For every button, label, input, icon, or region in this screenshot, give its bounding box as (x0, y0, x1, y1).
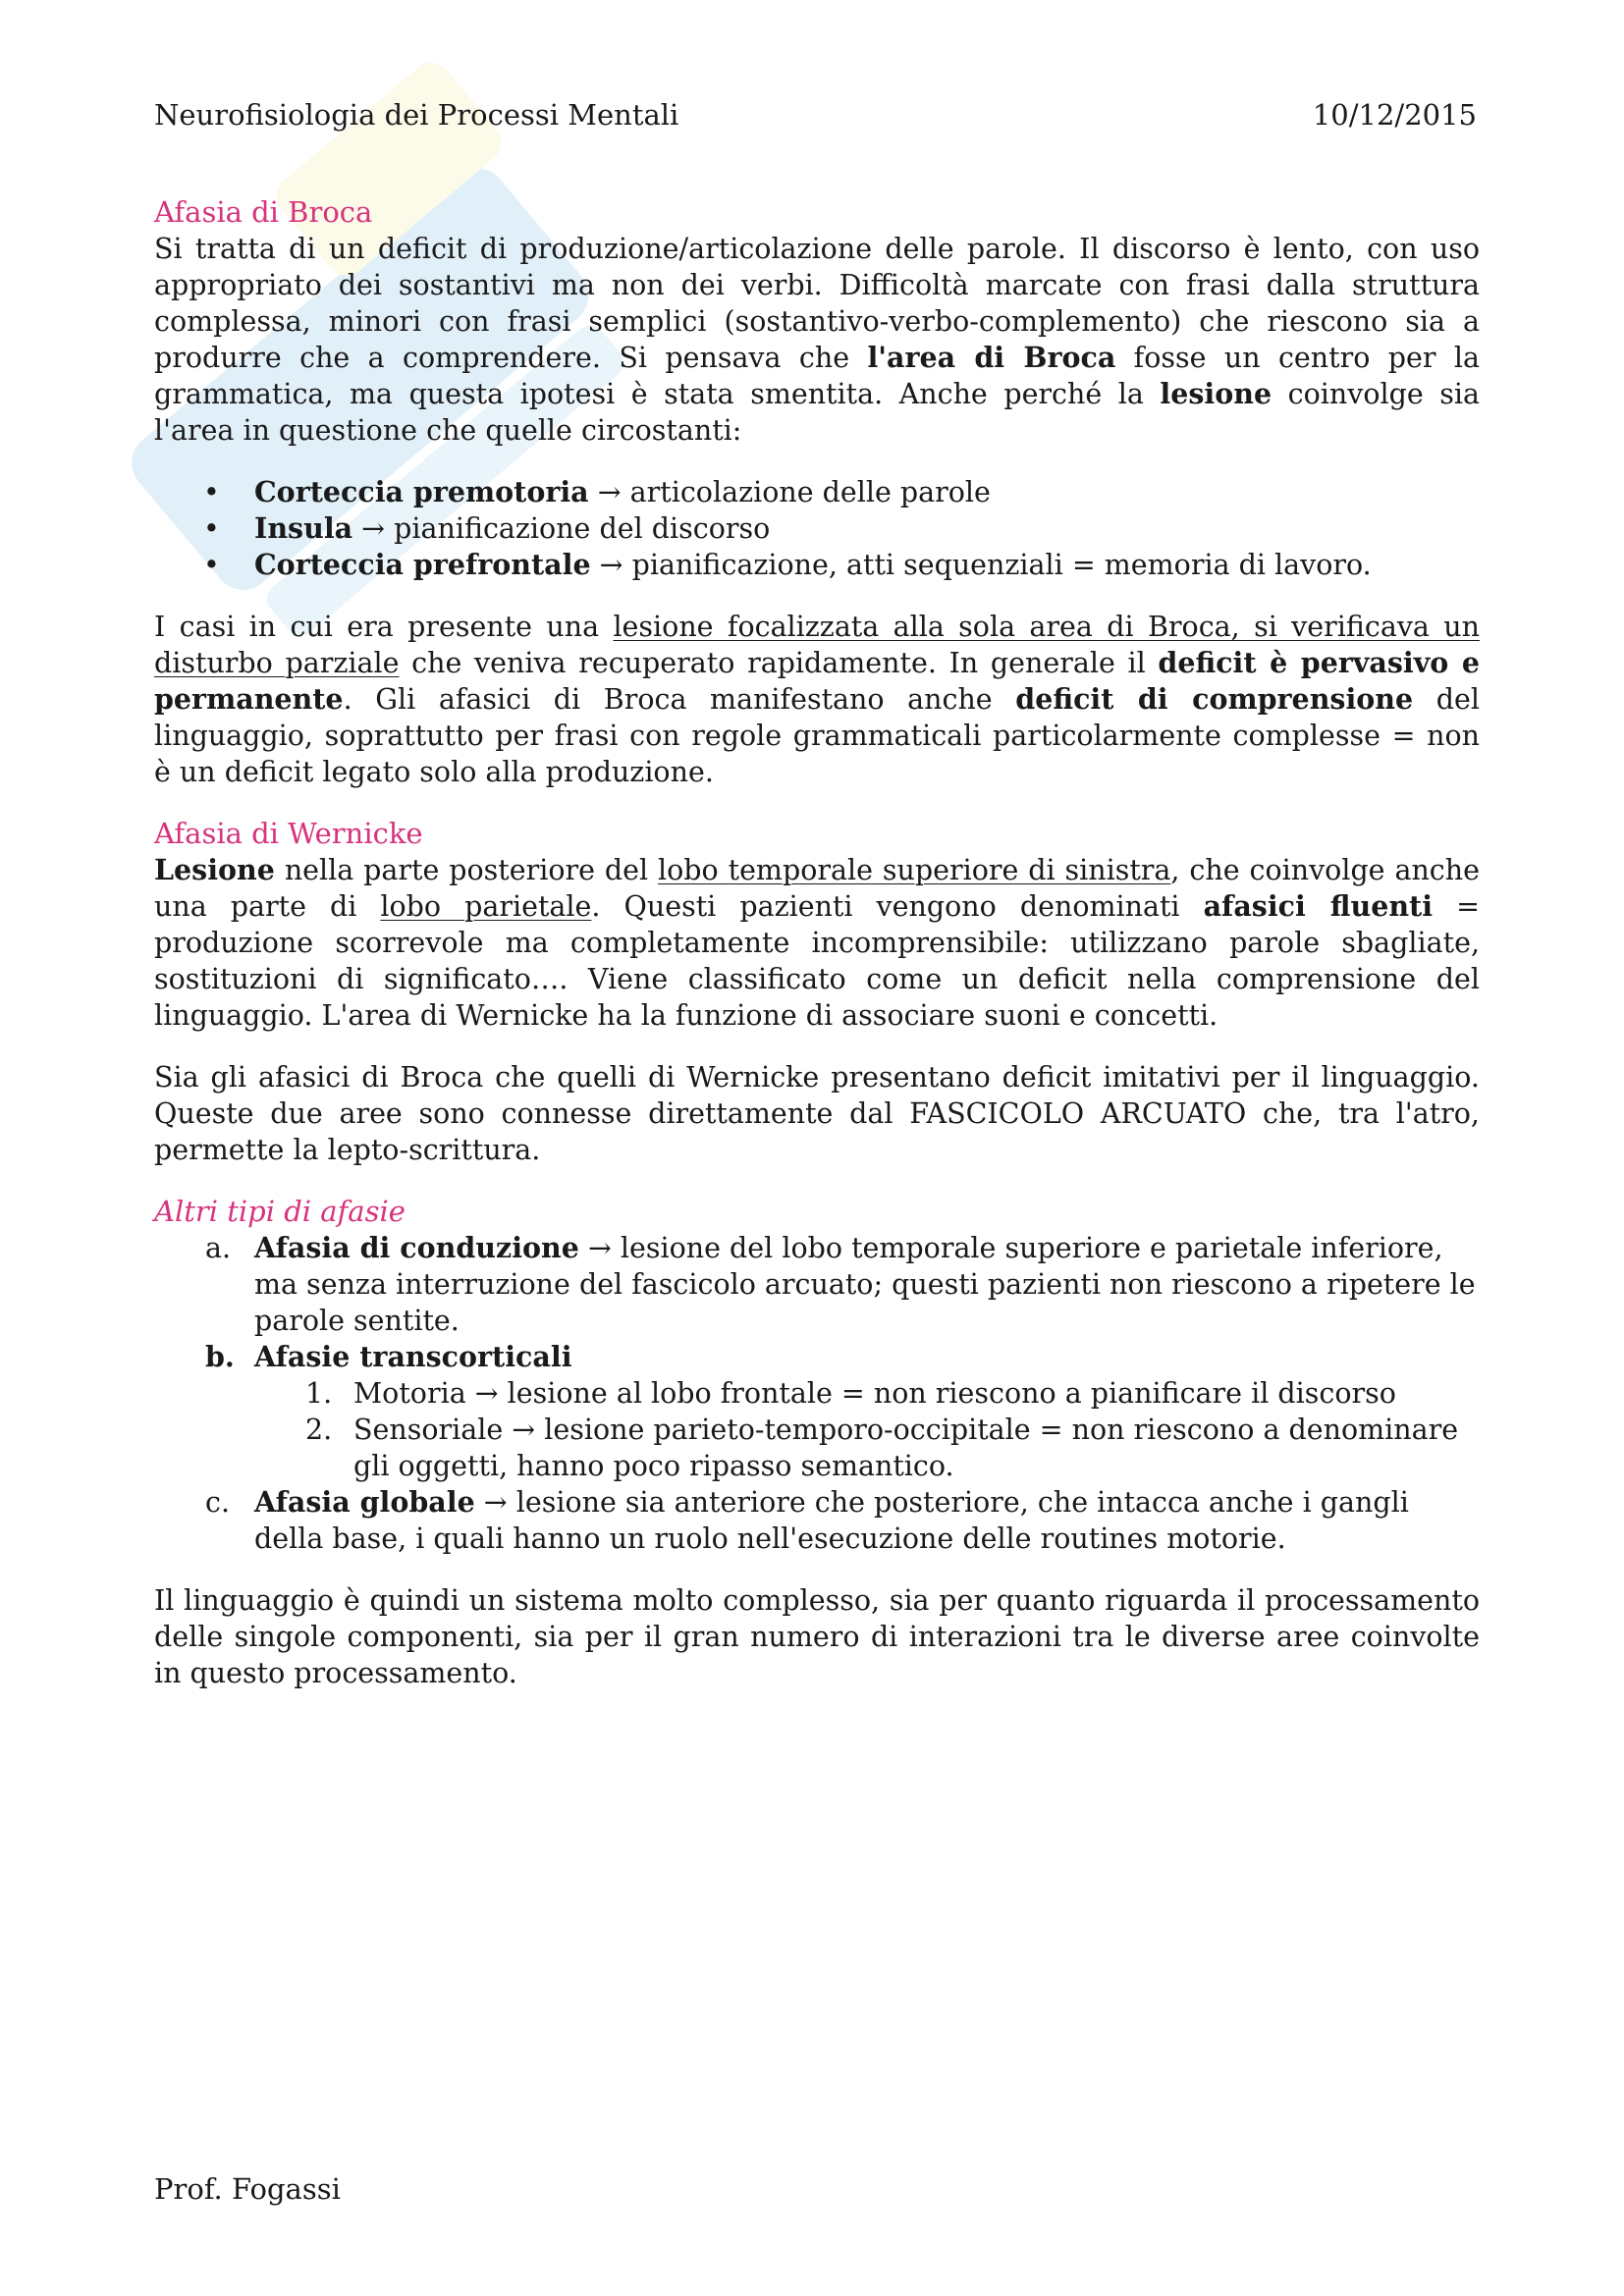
bullet-term: Corteccia premotoria (254, 475, 589, 508)
list-item (254, 1412, 1480, 1484)
list-item (154, 1484, 1480, 1557)
list-marker: c. (205, 1486, 231, 1519)
list-marker: 1. (305, 1377, 333, 1410)
heading-wernicke: Afasia di Wernicke (154, 817, 423, 850)
wernicke-paragraph (154, 852, 1480, 1034)
afasia-globale-desc: → lesione sia anteriore che posteriore, che intacca anche i gangli della base, i quali hanno un ruolo nell'esecuzione delle routines motorie. (254, 1486, 1409, 1555)
footer-professor: Prof. Fogassi (154, 2172, 341, 2206)
broca-areas-list (154, 474, 1480, 583)
wernicke-bold-lesione: Lesione (154, 853, 275, 886)
broca-term-lesione: lesione (1160, 377, 1272, 410)
wernicke-underlined-2: lobo parietale (380, 890, 592, 923)
broca-intro-text-d: coinvolge sia l'area in questione che quelle circostanti: (154, 378, 1480, 447)
bullet-term: Insula (254, 511, 353, 545)
bullet-desc: → pianificazione, atti sequenziali = memoria di lavoro. (590, 549, 1372, 581)
comparison-paragraph: Sia gli afasici di Broca che quelli di Wernicke presentano deficit imitativi per il linguaggio. Queste due aree sono connesse direttamente dal FASCICOLO ARCUATO che, tra l'atro, permette la lepto-scrittura. (154, 1061, 1480, 1166)
broca-intro-text-c: fosse un centro per la grammatica, ma questa ipotesi è stata smentita. Anche perché la (154, 342, 1480, 410)
broca-p2-bold-1: deficit è pervasivo e permanente (154, 646, 1481, 716)
sublist-text: Motoria → lesione al lobo frontale = non riescono a pianificare il discorso (353, 1377, 1396, 1410)
list-item (154, 474, 1480, 510)
header-date: 10/12/2015 (1312, 98, 1477, 132)
transcorticali-sublist (254, 1375, 1480, 1484)
broca-paragraph-2 (154, 609, 1480, 790)
document-body (154, 194, 1480, 1717)
broca-p2-text-a: I casi in cui era presente una (154, 611, 614, 643)
bullet-term: Corteccia prefrontale (254, 548, 591, 581)
wernicke-bold-afasici: afasici fluenti (1203, 889, 1434, 923)
broca-p2-text-d: del linguaggio, soprattutto per frasi con regole grammaticali particolarmente complesse = non è un deficit legato solo alla produzione. (154, 683, 1480, 788)
broca-p2-underlined: lesione focalizzata alla sola area di Broca, si verificava un disturbo parziale (154, 611, 1480, 679)
wernicke-text-1: nella parte posteriore del (274, 854, 659, 886)
list-item (154, 510, 1480, 547)
list-item (154, 1339, 1480, 1484)
broca-intro (154, 231, 1480, 449)
heading-altri-tipi: Altri tipi di afasie (154, 1195, 406, 1228)
list-marker: a. (205, 1232, 232, 1264)
header-course: Neurofisiologia dei Processi Mentali (154, 98, 679, 132)
broca-p2-bold-2: deficit di comprensione (1015, 682, 1414, 716)
list-marker: b. (205, 1340, 235, 1373)
list-item (254, 1375, 1480, 1412)
heading-broca: Afasia di Broca (154, 195, 373, 229)
bullet-desc: → articolazione delle parole (588, 476, 991, 508)
wernicke-underlined-1: lobo temporale superiore di sinistra (658, 854, 1171, 886)
afasia-conduzione-desc: → lesione del lobo temporale superiore e parietale inferiore, ma senza interruzione del fascicolo arcuato; questi pazienti non riescono a ripetere le parole sentite. (254, 1232, 1476, 1337)
broca-p2-text-b: che veniva recuperato rapidamente. In generale il (399, 647, 1159, 679)
bullet-desc: → pianificazione del discorso (352, 512, 771, 545)
wernicke-text-4: = produzione scorrevole ma completamente incomprensibile: utilizzano parole sbagliate, sostituzioni di significato…. Viene classificato come un deficit nella comprensione del linguaggio. L'area di Wernicke ha la funzione di associare suoni e concetti. (154, 890, 1480, 1032)
list-marker: 2. (305, 1414, 333, 1446)
broca-term-area: l'area di Broca (867, 341, 1116, 374)
broca-intro-text-a: Si tratta di un deficit di produzione/articolazione delle parole. Il discorso è lento, con uso appropriato dei sostantivi ma non dei verbi. Difficoltà marcate con frasi dalla struttura complessa, minori con frasi semplici (sostantivo-verbo-complemento) che riescono sia a produrre che a comprendere. Si pensava che (154, 233, 1480, 374)
conclusion-paragraph: Il linguaggio è quindi un sistema molto complesso, sia per quanto riguarda il processamento delle singole componenti, sia per il gran numero di interazioni tra le diverse aree coinvolte in questo processamento. (154, 1584, 1480, 1689)
list-item (154, 547, 1480, 583)
afasia-globale-term: Afasia globale (254, 1485, 475, 1519)
afasie-list (154, 1230, 1480, 1557)
sublist-text: Sensoriale → lesione parieto-temporo-occipitale = non riescono a denominare gli oggetti, hanno poco ripasso semantico. (353, 1414, 1459, 1482)
list-item (154, 1230, 1480, 1339)
afasia-conduzione-term: Afasia di conduzione (254, 1231, 579, 1264)
wernicke-text-2: , che coinvolge anche una parte di (154, 854, 1480, 923)
wernicke-text-3: . Questi pazienti vengono denominati (591, 890, 1204, 923)
broca-p2-text-c: . Gli afasici di Broca manifestano anche (343, 683, 1016, 716)
afasie-transcorticali-term: Afasie transcorticali (254, 1340, 572, 1373)
